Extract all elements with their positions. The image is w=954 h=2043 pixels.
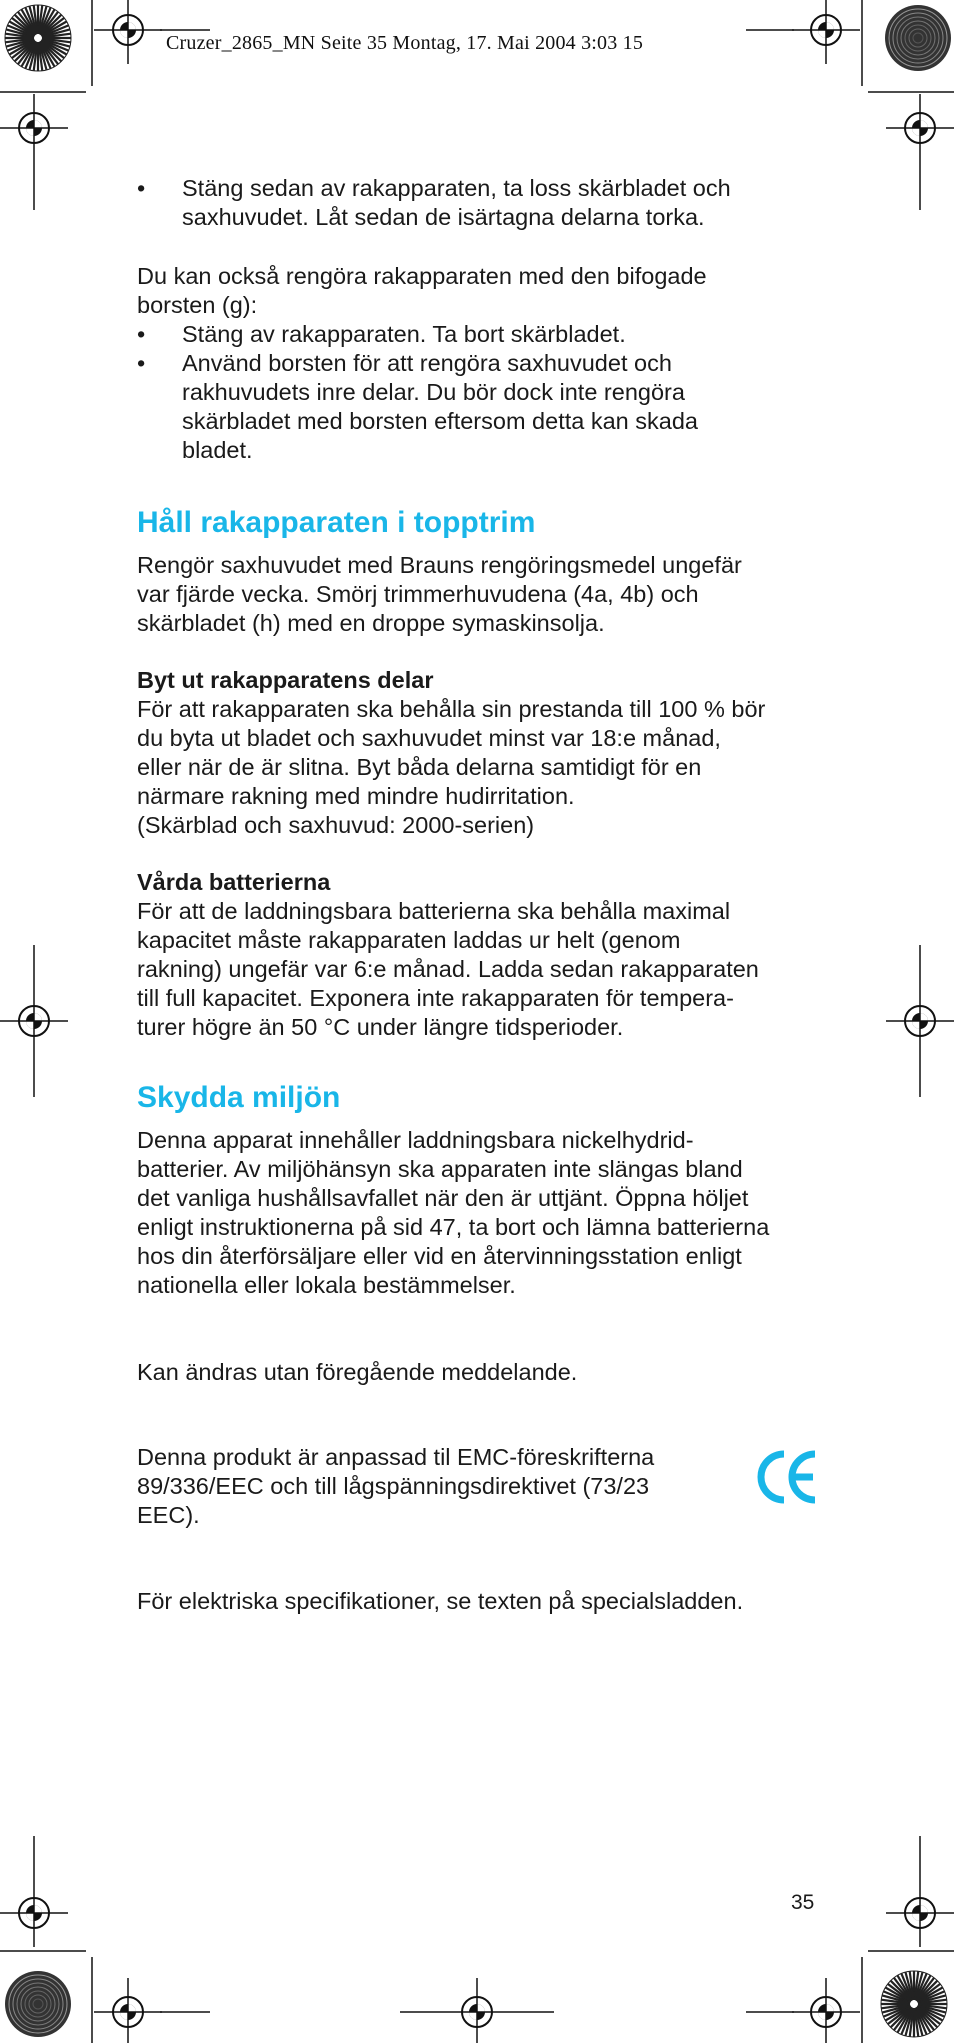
text-line: För att rakapparaten ska behålla sin prestanda till 100 % bör <box>137 696 766 722</box>
text-line: till full kapacitet. Exponera inte rakapparaten för tempera- <box>137 985 734 1011</box>
text-line: Stäng sedan av rakapparaten, ta loss skärbladet och <box>182 175 731 201</box>
text-line: EEC). <box>137 1502 200 1528</box>
text-line: hos din återförsäljare eller vid en återvinningsstation enligt <box>137 1243 742 1269</box>
registration-mark-icon <box>886 987 954 1055</box>
subheading: Byt ut rakapparatens delar <box>137 667 434 693</box>
text-line: nationella eller lokala bestämmelser. <box>137 1272 516 1298</box>
registration-mark-icon <box>0 1879 68 1947</box>
list-item <box>137 174 819 232</box>
text-line: Du kan också rengöra rakapparaten med den bifogade <box>137 263 707 289</box>
registration-mark-icon <box>792 1978 860 2043</box>
page-number: 35 <box>791 1891 815 1914</box>
replace-parts-section <box>137 666 819 840</box>
text-line: det vanliga hushållsavfallet när den är uttjänt. Öppna höljet <box>137 1185 749 1211</box>
text-line: (Skärblad och saxhuvud: 2000-serien) <box>137 812 535 838</box>
print-slug: Cruzer_2865_MN Seite 35 Montag, 17. Mai 2004 3:03 15 <box>166 32 644 54</box>
text-line: rakhuvudets inre delar. Du bör dock inte rengöra <box>182 379 685 405</box>
text-line: kapacitet måste rakapparaten laddas ur helt (genom <box>137 927 681 953</box>
text-line: Använd borsten för att rengöra saxhuvudet och <box>182 350 672 376</box>
text-line: eller när de är slitna. Byt båda delarna samtidigt för en <box>137 754 702 780</box>
text-line: turer högre än 50 °C under längre tidsperioder. <box>137 1014 624 1040</box>
registration-mark-icon <box>443 1978 511 2043</box>
registration-mark-icon <box>0 94 68 162</box>
text-line: Stäng av rakapparaten. Ta bort skärbladet. <box>182 321 626 347</box>
bullet-marker: • <box>137 321 146 347</box>
subheading: Vårda batterierna <box>137 869 331 895</box>
text-line: skärbladet med borsten eftersom detta kan skada <box>182 408 698 434</box>
registration-mark-icon <box>886 1879 954 1947</box>
bullet-marker: • <box>137 350 146 376</box>
list-item <box>137 349 819 465</box>
notice-paragraph <box>137 1358 819 1387</box>
topptrim-paragraph <box>137 551 819 638</box>
text-line: För att de laddningsbara batterierna ska behålla maximal <box>137 898 731 924</box>
text-line: saxhuvudet. Låt sedan de isärtagna delarna torka. <box>182 204 705 230</box>
text-line: Denna apparat innehåller laddningsbara nickelhydrid- <box>137 1127 694 1153</box>
registration-mark-icon <box>94 0 162 64</box>
text-line: Denna produkt är anpassad til EMC-föreskrifterna <box>137 1444 655 1470</box>
environment-paragraph <box>137 1126 819 1300</box>
color-target-icon <box>5 5 71 71</box>
section-heading: Skydda miljön <box>137 1081 341 1114</box>
emc-paragraph <box>137 1443 737 1530</box>
spec-note-paragraph <box>137 1587 819 1616</box>
text-line: För elektriska specifikationer, se texten på specialsladden. <box>137 1588 744 1614</box>
text-line: bladet. <box>182 437 253 463</box>
text-line: rakning) ungefär var 6:e månad. Ladda sedan rakapparaten <box>137 956 759 982</box>
text-line: enligt instruktionerna på sid 47, ta bort och lämna batterierna <box>137 1214 770 1240</box>
batteries-section <box>137 868 819 1042</box>
registration-mark-icon <box>792 0 860 64</box>
text-line: närmare rakning med mindre hudirritation. <box>137 783 575 809</box>
text-line: Rengör saxhuvudet med Brauns rengöringsmedel ungefär <box>137 552 742 578</box>
ce-mark-c <box>761 1454 784 1500</box>
text-line: Kan ändras utan föregående meddelande. <box>137 1359 578 1385</box>
text-line: du byta ut bladet och saxhuvudet minst var 18:e månad, <box>137 725 721 751</box>
bullet-marker: • <box>137 175 146 201</box>
registration-mark-icon <box>0 987 68 1055</box>
color-target-icon <box>881 1971 947 2037</box>
registration-mark-icon <box>886 94 954 162</box>
text-line: 89/336/EEC och till lågspänningsdirektivet (73/23 <box>137 1473 650 1499</box>
color-target-icon <box>5 1971 71 2037</box>
section-heading: Håll rakapparaten i topptrim <box>137 506 536 539</box>
text-line: borsten (g): <box>137 292 258 318</box>
color-target-icon <box>885 5 951 71</box>
text-line: var fjärde vecka. Smörj trimmerhuvudena (4a, 4b) och <box>137 581 699 607</box>
brush-paragraph <box>137 262 819 320</box>
text-line: batterier. Av miljöhänsyn ska apparaten inte slängas bland <box>137 1156 743 1182</box>
list-item <box>137 320 819 349</box>
registration-mark-icon <box>94 1978 162 2043</box>
ce-mark-icon <box>757 1448 819 1506</box>
text-line: skärbladet (h) med en droppe symaskinsolja. <box>137 610 605 636</box>
